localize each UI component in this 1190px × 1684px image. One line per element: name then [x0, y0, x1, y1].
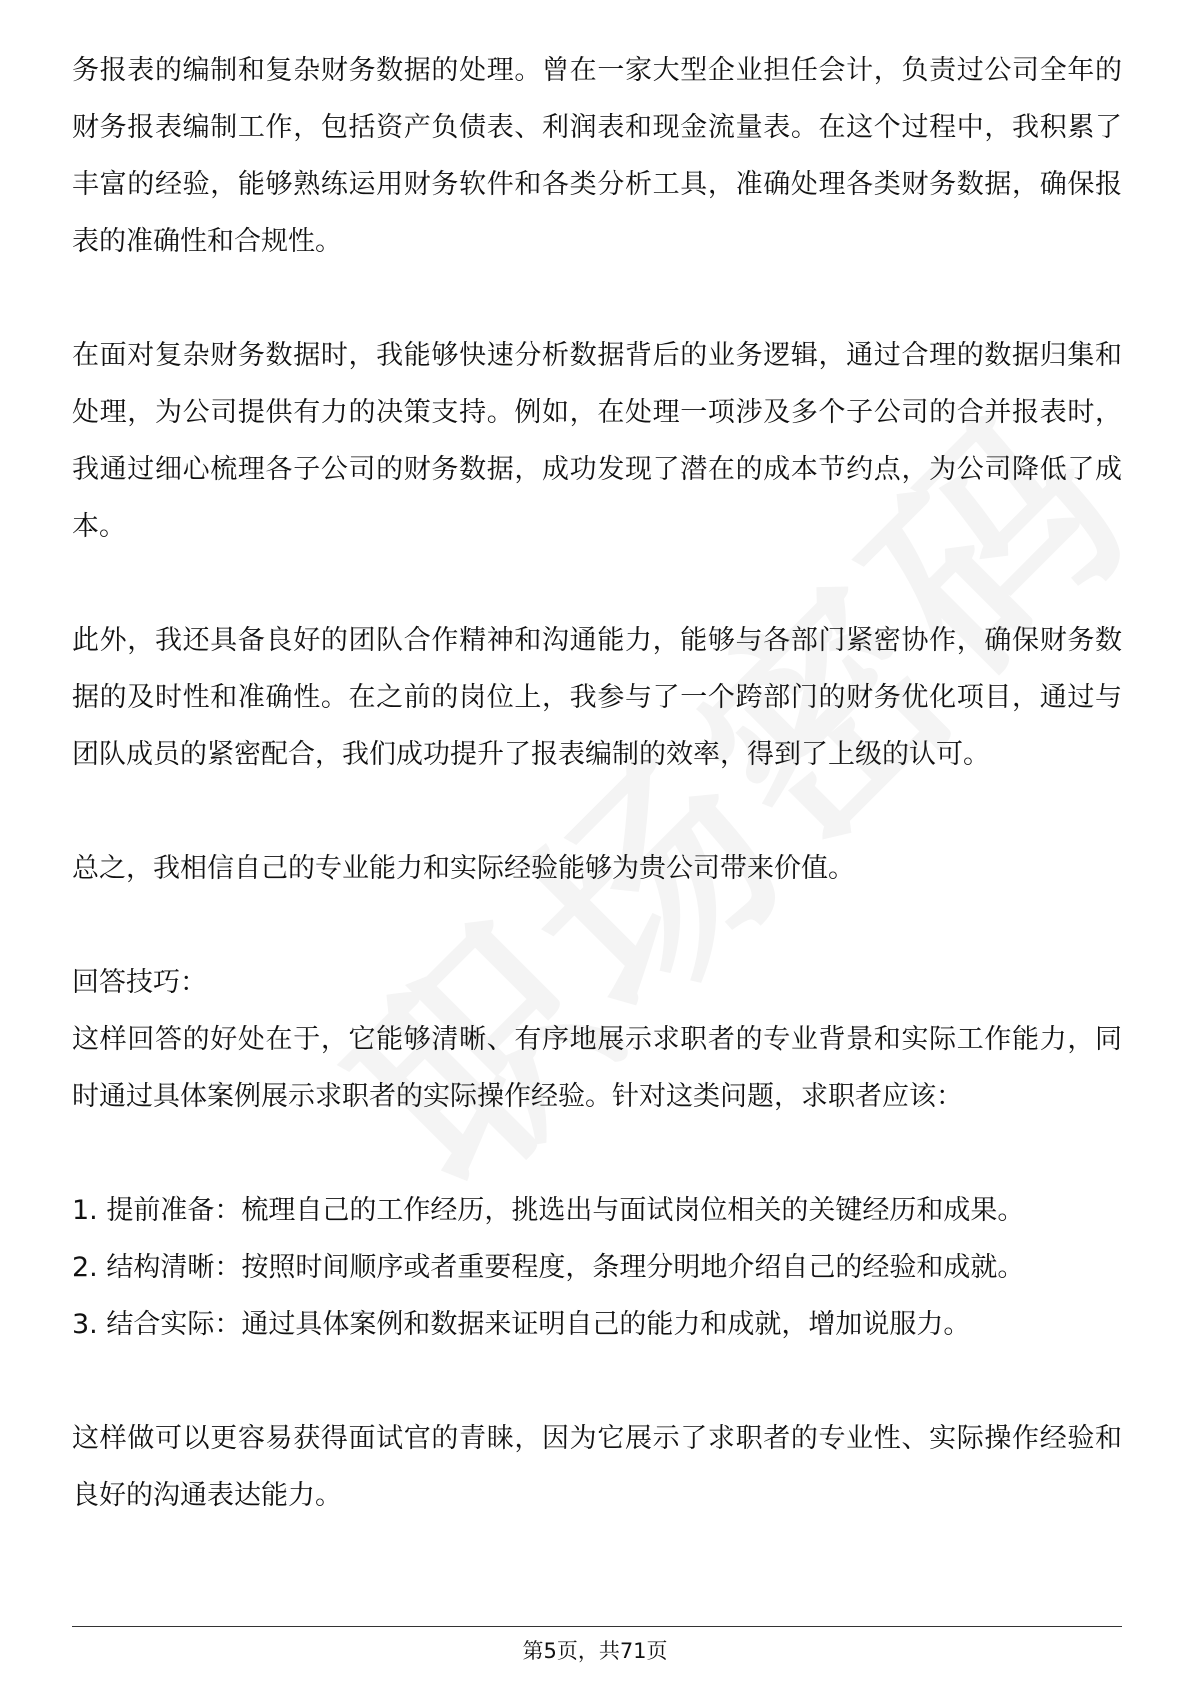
paragraph-teamwork: 此外，我还具备良好的团队合作精神和沟通能力，能够与各部门紧密协作，确保财务数据的及时性和准确性。在之前的岗位上，我参与了一个跨部门的财务优化项目，通过与团队成员的紧密配合，我们成功提升了报表编制的效率，得到了上级的认可。 [72, 625, 1122, 770]
page-number: 第5页，共71页 [522, 1639, 668, 1663]
document-body [72, 42, 1122, 1524]
tips-heading: 回答技巧： [72, 967, 207, 998]
tips-intro: 这样回答的好处在于，它能够清晰、有序地展示求职者的专业背景和实际工作能力，同时通过具体案例展示求职者的实际操作经验。针对这类问题，求职者应该： [72, 1024, 1122, 1112]
paragraph-conclusion: 这样做可以更容易获得面试官的青睐，因为它展示了求职者的专业性、实际操作经验和良好的沟通表达能力。 [72, 1423, 1122, 1511]
paragraph-experience: 务报表的编制和复杂财务数据的处理。曾在一家大型企业担任会计，负责过公司全年的财务报表编制工作，包括资产负债表、利润表和现金流量表。在这个过程中，我积累了丰富的经验，能够熟练运用财务软件和各类分析工具，准确处理各类财务数据，确保报表的准确性和合规性。 [72, 55, 1122, 257]
paragraph-data-analysis: 在面对复杂财务数据时，我能够快速分析数据背后的业务逻辑，通过合理的数据归集和处理，为公司提供有力的决策支持。例如，在处理一项涉及多个子公司的合并报表时，我通过细心梳理各子公司的财务数据，成功发现了潜在的成本节约点，为公司降低了成本。 [72, 340, 1122, 542]
list-item: 1. 提前准备：梳理自己的工作经历，挑选出与面试岗位相关的关键经历和成果。 [72, 1195, 1025, 1226]
list-item: 2. 结构清晰：按照时间顺序或者重要程度，条理分明地介绍自己的经验和成就。 [72, 1252, 1025, 1283]
list-item: 3. 结合实际：通过具体案例和数据来证明自己的能力和成就，增加说服力。 [72, 1309, 971, 1340]
footer-divider [72, 1626, 1122, 1627]
paragraph-summary: 总之，我相信自己的专业能力和实际经验能够为贵公司带来价值。 [72, 853, 855, 884]
